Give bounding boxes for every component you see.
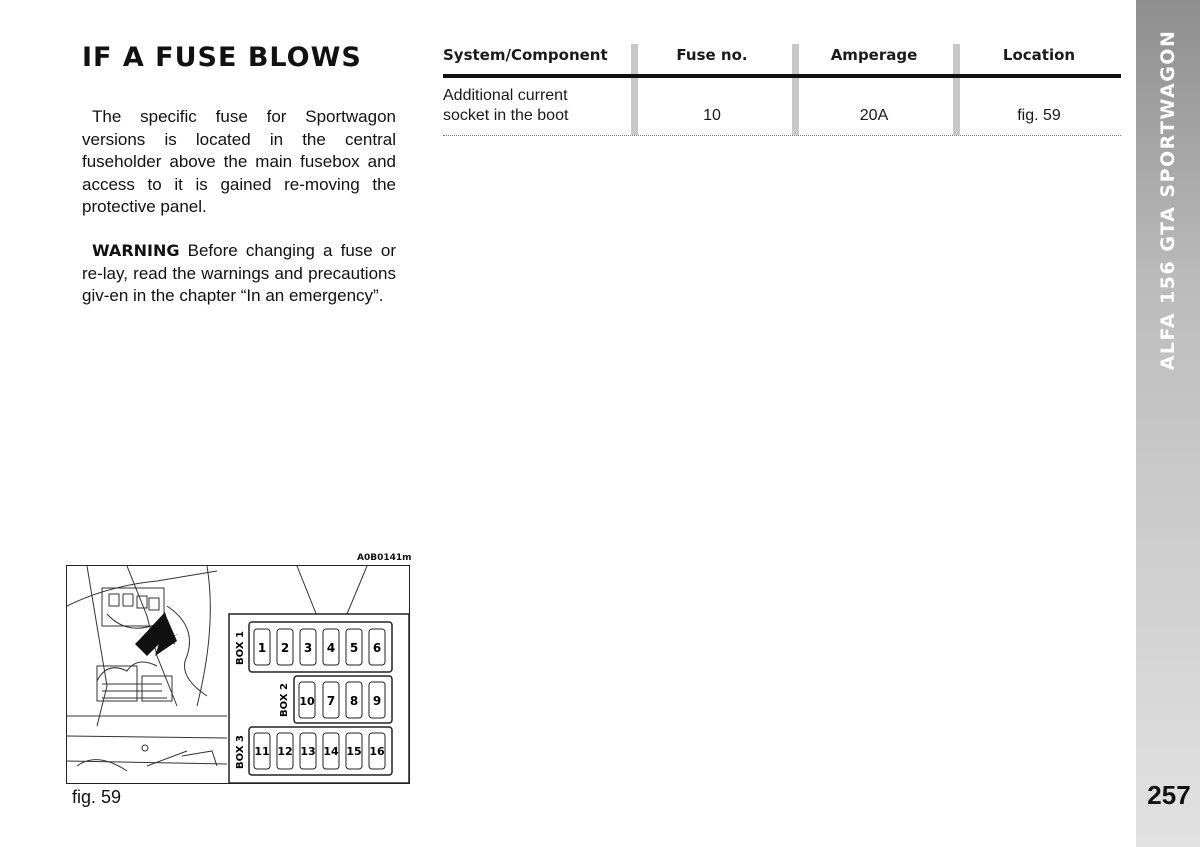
- fuse-9-label: 9: [372, 694, 382, 708]
- fusebox-illustration: [67, 566, 409, 783]
- header-location: Location: [1002, 46, 1076, 64]
- page-title: IF A FUSE BLOWS: [82, 42, 362, 73]
- warning-paragraph: [82, 240, 396, 308]
- fuse-4-label: 4: [326, 641, 336, 655]
- fuse-7-label: 7: [326, 694, 336, 708]
- cell-system-line2: socket in the boot: [443, 107, 569, 124]
- box-2-label: BOX 2: [279, 683, 290, 717]
- fuse-11-label: 11: [254, 745, 270, 758]
- cell-location: fig. 59: [1017, 107, 1061, 124]
- fuse-6-label: 6: [372, 641, 382, 655]
- figure-code: A0B0141m: [357, 553, 412, 563]
- fuse-10-label: 10: [299, 695, 315, 708]
- cell-amperage: 20A: [859, 107, 889, 124]
- fuse-1-label: 1: [257, 641, 267, 655]
- fuse-8-label: 8: [349, 694, 359, 708]
- cell-system-line1: Additional current: [443, 87, 568, 104]
- cell-fuse-no: 10: [703, 107, 721, 124]
- fuse-16-label: 16: [369, 745, 385, 758]
- table-row: [443, 78, 1121, 136]
- warning-label: WARNING: [92, 241, 180, 260]
- fuse-12-label: 12: [277, 745, 293, 758]
- warning-text: Before changing a fuse or re-lay, read the warnings and precautions giv-en in the chapter “In an emergency”.: [82, 241, 396, 305]
- fuse-15-label: 15: [346, 745, 362, 758]
- table-header-row: [443, 44, 1121, 78]
- fuse-5-label: 5: [349, 641, 359, 655]
- header-fuse-no: Fuse no.: [676, 46, 748, 64]
- paragraph-intro: The specific fuse for Sportwagon versions is located in the central fuseholder above the main fusebox and access to it is gained re-moving the protective panel.: [82, 107, 396, 216]
- header-amperage: Amperage: [830, 46, 918, 64]
- fuse-13-label: 13: [300, 745, 316, 758]
- page-number: 257: [1147, 780, 1191, 810]
- figure-caption: fig. 59: [72, 787, 122, 807]
- box-3-label: BOX 3: [235, 735, 246, 769]
- fuse-14-label: 14: [323, 745, 339, 758]
- box-3: [235, 727, 392, 775]
- header-system: System/Component: [443, 46, 608, 64]
- box-1: [235, 622, 392, 672]
- box-1-label: BOX 1: [235, 631, 246, 665]
- fusebox-figure: [66, 565, 410, 784]
- fuse-3-label: 3: [303, 641, 313, 655]
- sidebar-title: ALFA 156 GTA SPORTWAGON: [1157, 29, 1179, 371]
- cell-system: [443, 86, 631, 126]
- fuse-table: [443, 44, 1121, 136]
- fuse-2-label: 2: [280, 641, 290, 655]
- box-2: [279, 676, 392, 723]
